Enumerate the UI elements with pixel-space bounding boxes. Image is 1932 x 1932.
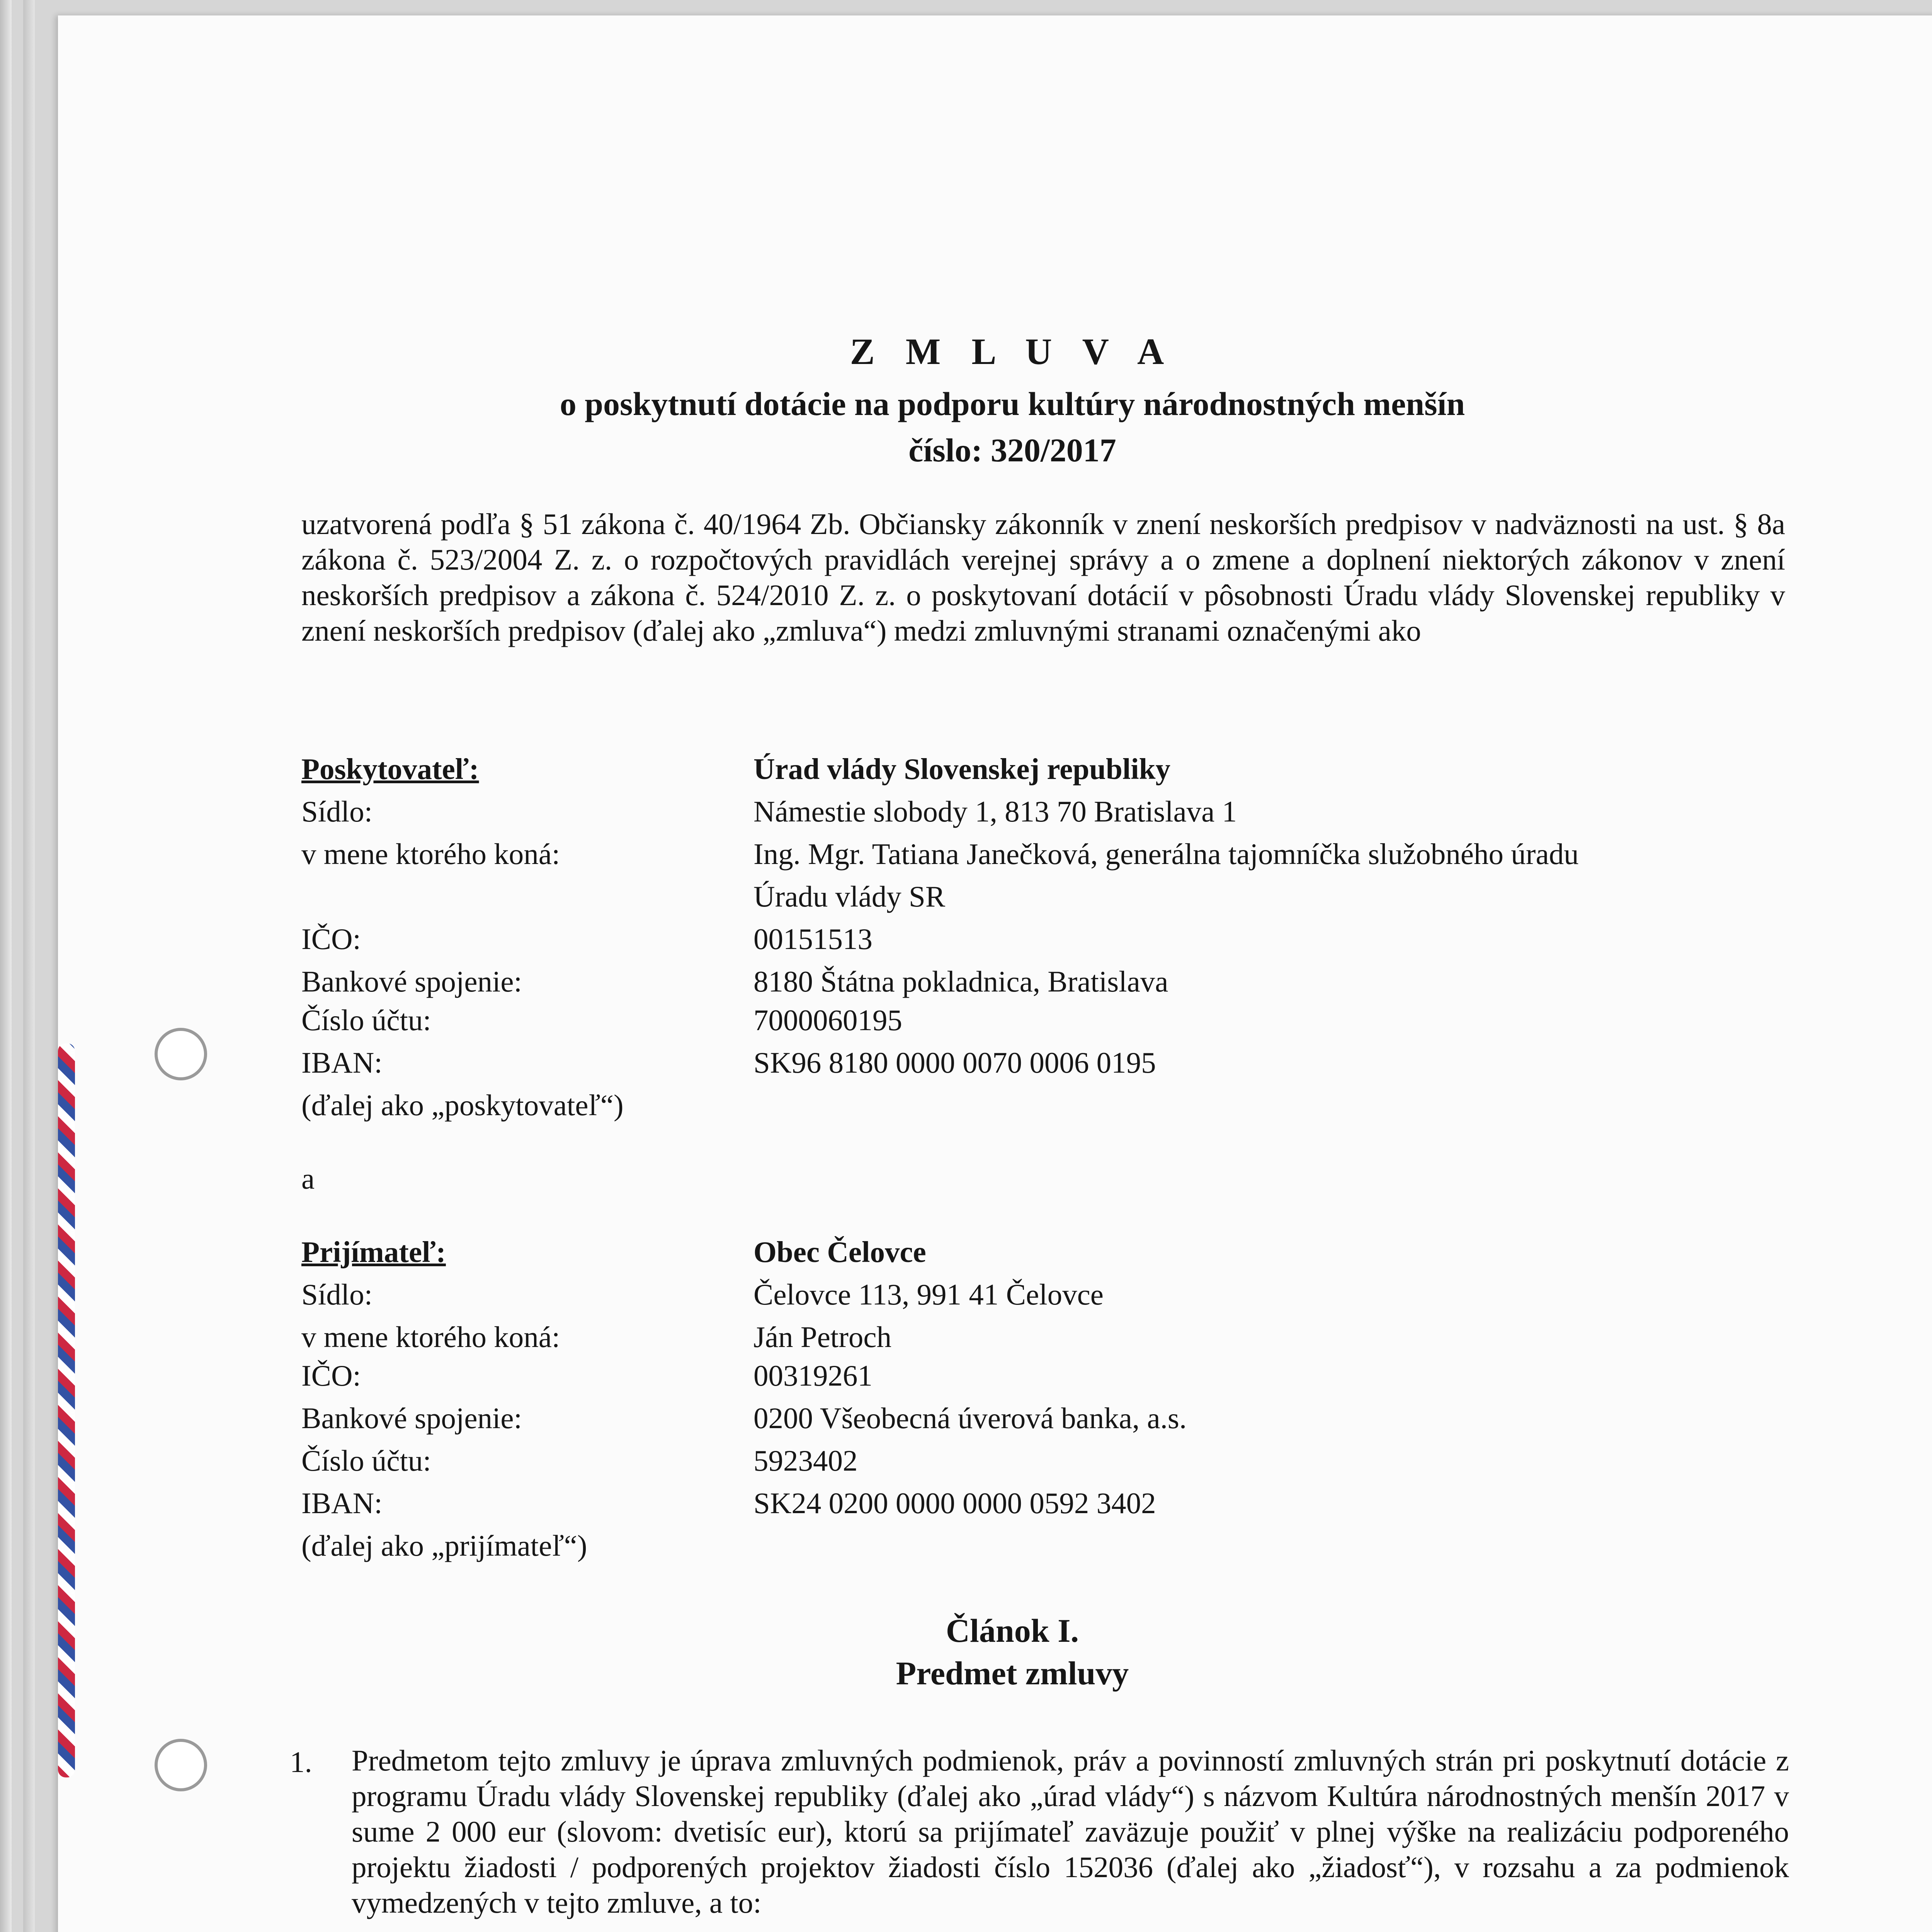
- recipient-ico: 00319261: [753, 1359, 872, 1392]
- article-title: Predmet zmluvy: [896, 1655, 1129, 1692]
- clause-1-text: Predmetom tejto zmluvy je úprava zmluvných podmienok, práv a povinností zmluvných strán pri poskytnutí dotácie z programu Úradu vlády Slovenskej republiky (ďalej ako „úrad vlády“) s názvom Kultúra národnostných menšín 2017 v sume 2 000 eur (slovom: dvetisíc eur), ktorú sa prijímateľ zaväzuje použiť v plnej výške na realizáciu podporeného projektu žiadosti / podporených projektov žiadosti číslo 152036 (ďalej ako „žiadosť“), v rozsahu a za podmienok vymedzených v tejto zmluve, a to:: [352, 1744, 1789, 1919]
- document-page: [58, 15, 1932, 1932]
- recipient-alias: (ďalej ako „prijímateľ“): [301, 1529, 587, 1562]
- stacked-page-edge: [0, 0, 12, 1932]
- provider-acting-1: Ing. Mgr. Tatiana Janečková, generálna tajomníčka služobného úradu: [753, 837, 1579, 871]
- recipient-account-label: Číslo účtu:: [301, 1444, 431, 1477]
- provider-alias: (ďalej ako „poskytovateľ“): [301, 1088, 624, 1122]
- binding-hole: [155, 1739, 207, 1791]
- doc-title: Z M L U V A: [850, 331, 1175, 372]
- stacked-page-edge: [23, 0, 35, 1932]
- recipient-iban: SK24 0200 0000 0000 0592 3402: [753, 1486, 1156, 1520]
- provider-acting-label: v mene ktorého koná:: [301, 837, 560, 871]
- clause-1-number: 1.: [290, 1745, 312, 1779]
- provider-iban: SK96 8180 0000 0070 0006 0195: [753, 1046, 1156, 1079]
- recipient-account: 5923402: [753, 1444, 858, 1477]
- provider-account: 7000060195: [753, 1003, 902, 1037]
- recipient-heading: Prijímateľ:: [301, 1235, 446, 1269]
- provider-bank: 8180 Štátna pokladnica, Bratislava: [753, 965, 1168, 998]
- recipient-acting: Ján Petroch: [753, 1320, 892, 1354]
- article-number: Článok I.: [946, 1612, 1079, 1649]
- provider-name: Úrad vlády Slovenskej republiky: [753, 752, 1170, 786]
- recipient-iban-label: IBAN:: [301, 1486, 383, 1520]
- recipient-seat: Čelovce 113, 991 41 Čelovce: [753, 1278, 1104, 1311]
- doc-number: číslo: 320/2017: [908, 432, 1116, 469]
- recipient-bank: 0200 Všeobecná úverová banka, a.s.: [753, 1401, 1187, 1435]
- provider-acting-2: Úradu vlády SR: [753, 880, 946, 913]
- recipient-seat-label: Sídlo:: [301, 1278, 373, 1311]
- provider-bank-label: Bankové spojenie:: [301, 965, 522, 998]
- recipient-bank-label: Bankové spojenie:: [301, 1401, 522, 1435]
- doc-subtitle: o poskytnutí dotácie na podporu kultúry národnostných menšín: [560, 385, 1465, 422]
- binding-hole: [155, 1028, 207, 1080]
- provider-ico-label: IČO:: [301, 922, 361, 956]
- provider-seat: Námestie slobody 1, 813 70 Bratislava 1: [753, 795, 1237, 828]
- recipient-acting-label: v mene ktorého koná:: [301, 1320, 560, 1354]
- provider-iban-label: IBAN:: [301, 1046, 383, 1079]
- provider-ico: 00151513: [753, 922, 872, 956]
- provider-seat-label: Sídlo:: [301, 795, 373, 828]
- recipient-name: Obec Čelovce: [753, 1235, 926, 1269]
- provider-account-label: Číslo účtu:: [301, 1003, 431, 1037]
- provider-heading: Poskytovateľ:: [301, 752, 479, 786]
- recipient-ico-label: IČO:: [301, 1359, 361, 1392]
- intro-paragraph: uzatvorená podľa § 51 zákona č. 40/1964 Zb. Občiansky zákonník v znení neskorších predpisov v nadväznosti na ust. § 8a zákona č. 523/2004 Z. z. o rozpočtových pravidlách verejnej správy a o zmene a doplnení niektorých zákonov v znení neskorších predpisov a zákona č. 524/2010 Z. z. o poskytovaní dotácií v pôsobnosti Úradu vlády Slovenskej republiky v znení neskorších predpisov (ďalej ako „zmluva“) medzi zmluvnými stranami označenými ako: [301, 507, 1785, 647]
- conjunction: a: [301, 1162, 315, 1195]
